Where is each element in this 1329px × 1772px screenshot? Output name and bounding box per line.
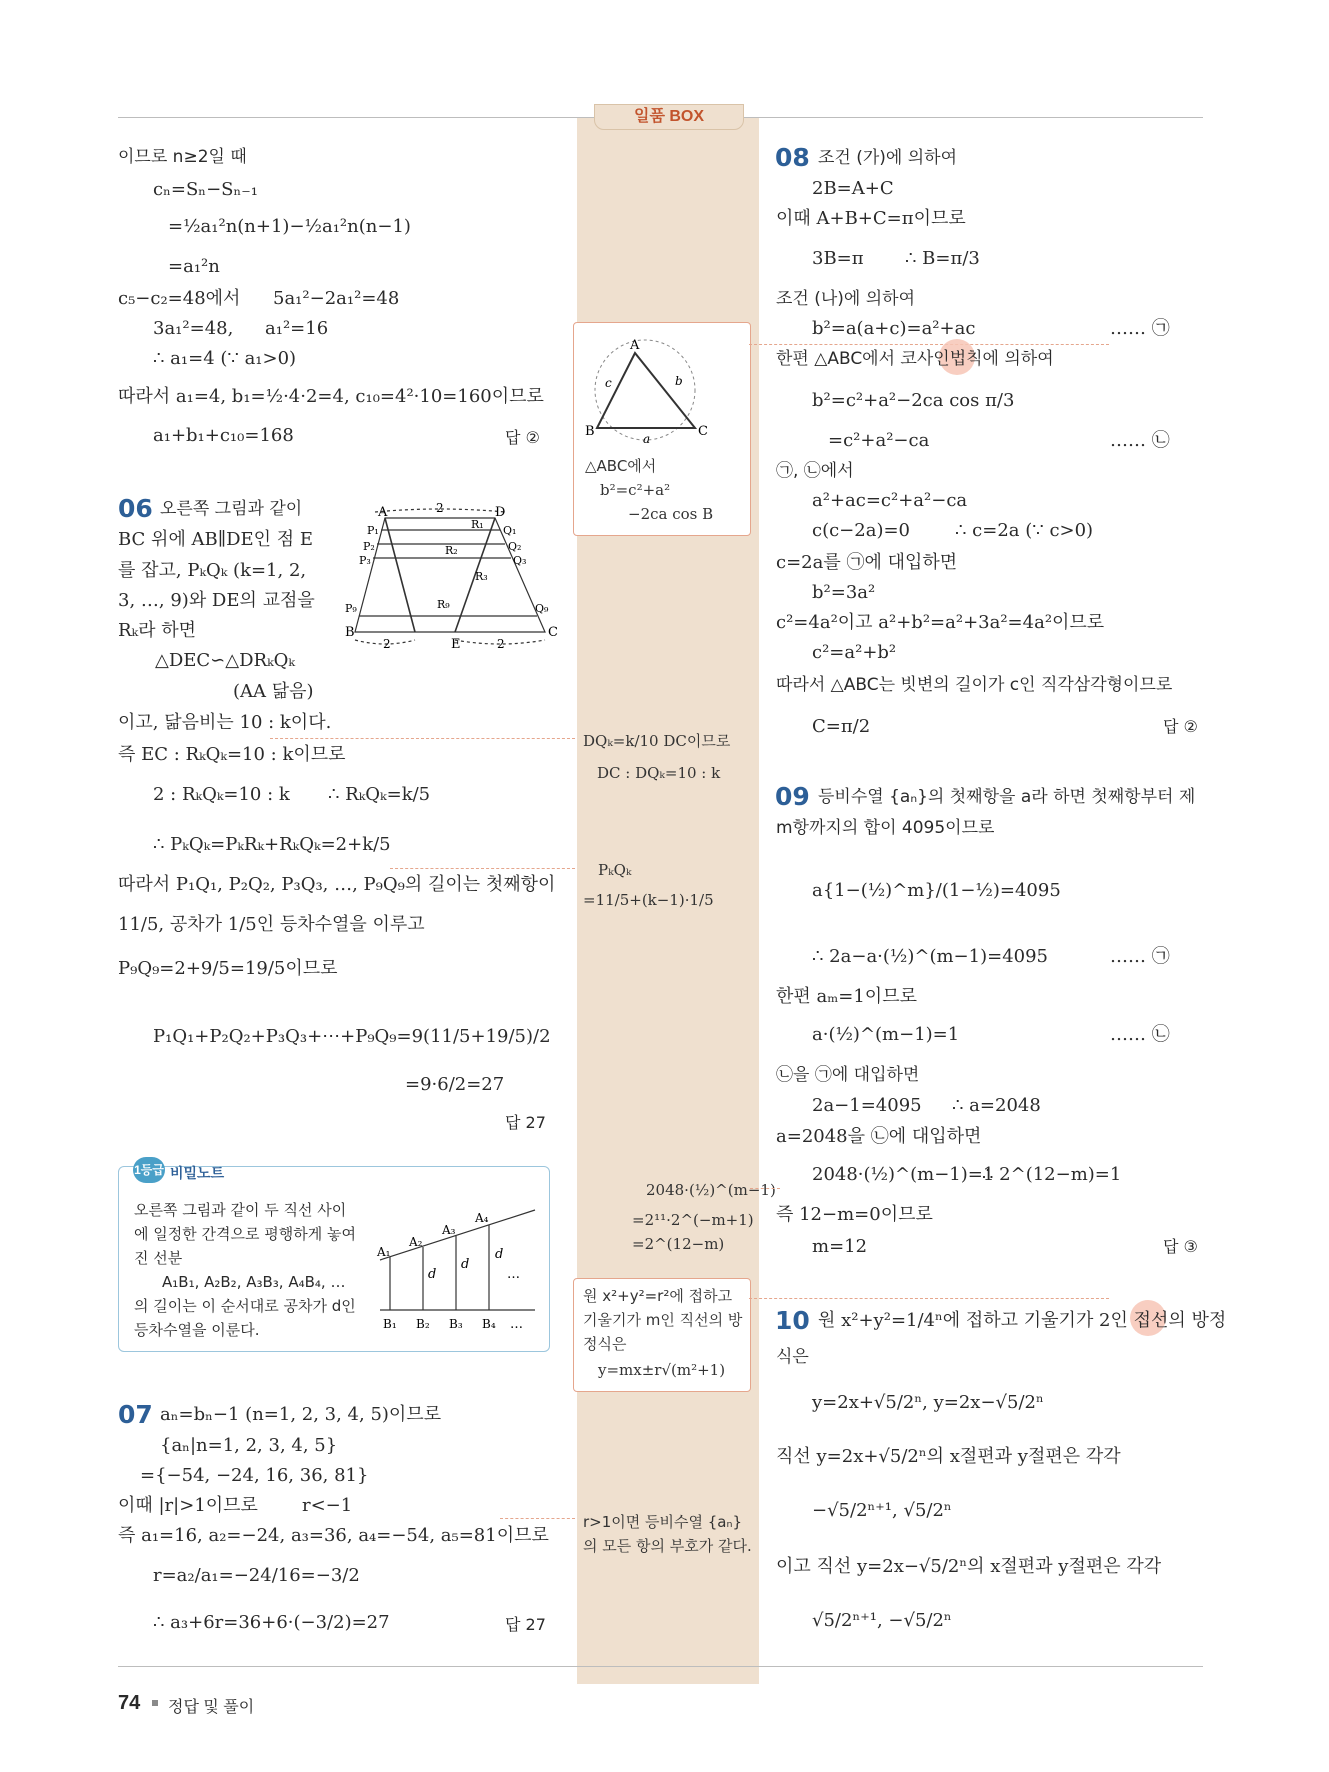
box-text: b²=c²+a²	[600, 481, 671, 499]
answer-06: 답 27	[505, 1113, 546, 1132]
fig-label: b	[675, 374, 683, 388]
text-line: 조건 (가)에 의하여	[818, 148, 958, 168]
problem-number-09: 09	[775, 782, 810, 811]
leader-line	[749, 344, 1109, 345]
equation: a·(½)^(m−1)=1	[812, 1024, 960, 1045]
problem-number-07: 07	[118, 1400, 153, 1429]
equation: cₙ=Sₙ−Sₙ₋₁	[153, 179, 258, 200]
fig-label: R₂	[445, 544, 458, 557]
equation: a²+ac=c²+a²−ca	[812, 490, 968, 511]
fig-label: B	[585, 424, 595, 439]
leader-line	[500, 1518, 575, 1519]
equation-marker: …… ㉡	[1110, 1024, 1170, 1045]
box-note: PₖQₖ	[598, 861, 632, 879]
equation: =9·6/2=27	[405, 1074, 505, 1095]
equation: =c²+a²−ca	[828, 430, 930, 451]
box-note: DC : DQₖ=10 : k	[597, 764, 721, 782]
fig-label: A₄	[475, 1211, 489, 1225]
text-line: 11/5, 공차가 1/5인 등차수열을 이루고	[118, 914, 425, 935]
footer-section: 정답 및 풀이	[168, 1699, 255, 1716]
fig-label: d	[428, 1267, 437, 1282]
equation: 2B=A+C	[812, 178, 894, 199]
fig-label: Q₁	[503, 524, 517, 537]
equation: −√5/2ⁿ⁺¹, √5/2ⁿ	[812, 1500, 952, 1521]
text-line: c²=4a²이고 a²+b²=a²+3a²=4a²이므로	[776, 612, 1105, 633]
equation: 2048·(½)^(m−1)=1	[812, 1164, 995, 1185]
text-line: 3, …, 9)와 DE의 교점을	[118, 590, 315, 611]
equation: c(c−2a)=0	[812, 520, 911, 541]
text-line: BC 위에 AB∥DE인 점 E	[118, 529, 314, 550]
text-line: 이때 |r|>1이므로	[118, 1495, 258, 1516]
text-line: 따라서 △ABC는 빗변의 길이가 c인 직각삼각형이므로	[776, 675, 1173, 695]
text-line: 즉 a₁=16, a₂=−24, a₃=36, a₄=−54, a₅=81이므로	[118, 1525, 549, 1546]
figure-lines	[355, 509, 545, 644]
segment-ab	[385, 518, 415, 632]
leader-line	[749, 1298, 1109, 1299]
equation: a₁²=16	[265, 318, 329, 339]
fig-label: c	[605, 376, 612, 390]
equation: △DEC∽△DRₖQₖ	[155, 650, 295, 671]
equation: r=a₂/a₁=−24/16=−3/2	[153, 1565, 360, 1586]
box-text: 원 x²+y²=r²에 접하고	[583, 1287, 733, 1305]
fig-label: P₉	[345, 602, 357, 615]
box-text: 정식은	[583, 1335, 627, 1353]
equation: b²=3a²	[812, 582, 876, 603]
fig-label: 2	[383, 637, 391, 650]
leader-line	[390, 868, 575, 869]
fig-label: B₁	[383, 1317, 397, 1331]
fig-label: A₂	[409, 1235, 423, 1249]
fig-label: R₃	[475, 570, 488, 583]
text-line: 직선 y=2x+√5/2ⁿ의 x절편과 y절편은 각각	[776, 1446, 1121, 1467]
text-line: 조건 (나)에 의하여	[776, 289, 916, 309]
answer-05: 답 ②	[505, 428, 540, 447]
fig-label: …	[507, 1267, 520, 1282]
note-badge: 1등급	[133, 1157, 165, 1183]
box-text: y=mx±r√(m²+1)	[598, 1361, 726, 1379]
equation: =a₁²n	[168, 256, 220, 277]
equation: a{1−(½)^m}/(1−½)=4095	[812, 880, 1061, 901]
top-line	[380, 1210, 535, 1260]
equation: ∴ c=2a (∵ c>0)	[955, 520, 1094, 541]
fig-label: a	[643, 432, 651, 445]
note-text	[134, 1198, 356, 1342]
equation: c₅−c₂=48에서	[118, 288, 241, 309]
equation: r<−1	[302, 1495, 353, 1516]
text-line: 즉 EC : RₖQₖ=10 : k이므로	[118, 744, 346, 765]
fig-label: P₃	[359, 554, 371, 567]
equation: ∴ B=π/3	[905, 248, 980, 269]
text-line: 한편 aₘ=1이므로	[776, 986, 917, 1007]
equation: m=12	[812, 1236, 868, 1257]
text-line: 이고 직선 y=2x−√5/2ⁿ의 x절편과 y절편은 각각	[776, 1556, 1162, 1577]
equation: ∴ PₖQₖ=PₖRₖ+RₖQₖ=2+k/5	[153, 834, 391, 855]
equation: 3a₁²=48,	[153, 318, 234, 339]
equation: 2 : RₖQₖ=10 : k	[153, 784, 290, 805]
equation: ∴ a₃+6r=36+6·(−3/2)=27	[153, 1612, 390, 1633]
fig-label: R₁	[471, 518, 484, 531]
equation: C=π/2	[812, 716, 871, 737]
box-text: 기울기가 m인 직선의 방	[583, 1311, 743, 1329]
equation: a₁+b₁+c₁₀=168	[153, 425, 294, 446]
fig-label: C	[548, 625, 558, 640]
box-note: 의 모든 항의 부호가 같다.	[583, 1537, 752, 1555]
answer-09: 답 ③	[1163, 1237, 1198, 1256]
text-line: Rₖ라 하면	[118, 620, 197, 641]
fig-label: B₃	[449, 1317, 463, 1331]
text-line: c=2a를 ㉠에 대입하면	[776, 552, 958, 573]
text-line: a=2048을 ㉡에 대입하면	[776, 1126, 982, 1147]
fig-label: d	[461, 1257, 470, 1272]
fig-label: d	[495, 1247, 504, 1262]
text-line: 즉 12−m=0이므로	[776, 1204, 933, 1225]
problem-number-10: 10	[775, 1306, 810, 1335]
text-line: 를 잡고, PₖQₖ (k=1, 2,	[118, 560, 307, 581]
fig-label: P₁	[367, 524, 379, 537]
circumcircle	[595, 340, 695, 440]
fig-label: A₁	[377, 1245, 391, 1259]
equation-marker: …… ㉠	[1110, 318, 1170, 339]
text-line: m항까지의 합이 4095이므로	[776, 818, 995, 838]
text-line: 이때 A+B+C=π이므로	[776, 208, 966, 229]
fig-label: A	[630, 338, 640, 353]
text-line: 원 x²+y²=1/4ⁿ에 접하고 기울기가 2인 접선의 방정	[818, 1310, 1227, 1331]
equation: P₁Q₁+P₂Q₂+P₃Q₃+⋯+P₉Q₉=9(11/5+19/5)/2	[153, 1026, 551, 1047]
equation: =½a₁²n(n+1)−½a₁²n(n−1)	[168, 216, 411, 237]
fig-label: Q₂	[508, 540, 522, 553]
triangle-abc	[597, 353, 695, 428]
equation: b²=c²+a²−2ca cos π/3	[812, 390, 1015, 411]
box-note: r>1이면 등비수열 {aₙ}	[583, 1513, 743, 1531]
fig-label: B₄	[482, 1317, 496, 1331]
equation: ∴ RₖQₖ=k/5	[328, 784, 431, 805]
equation: ∴ a=2048	[952, 1095, 1041, 1116]
fig-label: 2	[497, 637, 505, 650]
leader-line	[270, 738, 575, 739]
footer-bullet	[152, 1700, 158, 1706]
box-note: =11/5+(k−1)·1/5	[583, 891, 714, 909]
fig-label: E	[451, 637, 461, 650]
triangle-figure	[585, 335, 725, 445]
fig-label: R₉	[437, 598, 450, 611]
text-line: 한편 △ABC에서 코사인법칙에 의하여	[776, 349, 1054, 369]
box-text: △ABC에서	[585, 457, 657, 475]
note-title: 비밀노트	[170, 1165, 225, 1181]
trapezoid-figure	[345, 500, 560, 650]
fig-label: B	[345, 625, 355, 640]
equation: b²=a(a+c)=a²+ac	[812, 318, 976, 339]
fig-label: D	[495, 505, 506, 520]
page-number: 74	[118, 1692, 141, 1714]
equation: 3B=π	[812, 248, 864, 269]
note-line: 오른쪽 그림과 같이 두 직선 사이	[134, 1201, 347, 1219]
text-line: ㉡을 ㉠에 대입하면	[776, 1065, 920, 1085]
equation: 5a₁²−2a₁²=48	[273, 288, 400, 309]
text-line: 식은	[776, 1347, 809, 1367]
equation-marker: …… ㉡	[1110, 430, 1170, 451]
text-line: 따라서 P₁Q₁, P₂Q₂, P₃Q₃, …, P₉Q₉의 길이는 첫째항이	[118, 874, 556, 895]
fig-label: P₂	[363, 540, 375, 553]
equation: ={−54, −24, 16, 36, 81}	[140, 1465, 369, 1486]
note-line: 에 일정한 간격으로 평행하게 놓여	[134, 1225, 356, 1243]
equation: c²=a²+b²	[812, 642, 897, 663]
answer-07: 답 27	[505, 1615, 546, 1634]
equation: (AA 닮음)	[233, 681, 314, 702]
box-note: =2^(12−m)	[632, 1235, 725, 1253]
text-line: ㉠, ㉡에서	[776, 461, 854, 481]
leader-line	[750, 1188, 780, 1189]
box-note: 2048·(½)^(m−1)	[646, 1181, 776, 1199]
answer-08: 답 ②	[1163, 717, 1198, 736]
equation: 2a−1=4095	[812, 1095, 922, 1116]
equation: aₙ=bₙ−1 (n=1, 2, 3, 4, 5)이므로	[160, 1404, 442, 1425]
fig-label: Q₃	[513, 554, 527, 567]
footer-rule	[118, 1666, 1203, 1667]
box-text: −2ca cos B	[628, 505, 714, 523]
equation: P₉Q₉=2+9/5=19/5이므로	[118, 958, 338, 979]
problem-number-08: 08	[775, 143, 810, 172]
parallel-lines-figure	[375, 1200, 540, 1340]
trapezoid-outline	[355, 518, 545, 632]
equation: ∴ a₁=4 (∵ a₁>0)	[153, 348, 297, 369]
box-note: =2¹¹·2^(−m+1)	[632, 1211, 754, 1229]
note-line: A₁B₁, A₂B₂, A₃B₃, A₄B₄, …	[162, 1273, 346, 1291]
fig-label: …	[510, 1317, 523, 1332]
problem-number-06: 06	[118, 494, 153, 523]
fig-label: A	[378, 505, 388, 520]
equation: √5/2ⁿ⁺¹, −√5/2ⁿ	[812, 1610, 952, 1631]
equation: {aₙ|n=1, 2, 3, 4, 5}	[160, 1435, 338, 1456]
equation: 따라서 a₁=4, b₁=½·4·2=4, c₁₀=4²·10=160이므로	[118, 386, 544, 407]
text-line: 이고, 닮음비는 10 : k이다.	[118, 712, 332, 733]
fig-label: A₃	[442, 1223, 456, 1237]
text-line: 오른쪽 그림과 같이	[160, 499, 303, 519]
fig-label: Q₉	[535, 602, 549, 615]
box-note: DQₖ=k/10 DC이므로	[583, 732, 731, 750]
note-line: 의 길이는 이 순서대로 공차가 d인	[134, 1297, 356, 1315]
text-line: 이므로 n≥2일 때	[118, 147, 247, 167]
fig-label: 2	[436, 501, 444, 515]
equation: y=2x+√5/2ⁿ, y=2x−√5/2ⁿ	[812, 1392, 1044, 1413]
note-line: 진 선분	[134, 1249, 183, 1267]
fig-label: B₂	[416, 1317, 430, 1331]
equation: ∴ 2a−a·(½)^(m−1)=4095	[812, 946, 1049, 967]
box-title: 일품 BOX	[594, 104, 744, 130]
text-line: 등비수열 {aₙ}의 첫째항을 a라 하면 첫째항부터 제	[818, 787, 1196, 807]
equation: ∴ 2^(12−m)=1	[982, 1164, 1122, 1185]
fig-label: C	[698, 424, 708, 439]
equation-marker: …… ㉠	[1110, 946, 1170, 967]
note-line: 등차수열을 이룬다.	[134, 1321, 260, 1339]
